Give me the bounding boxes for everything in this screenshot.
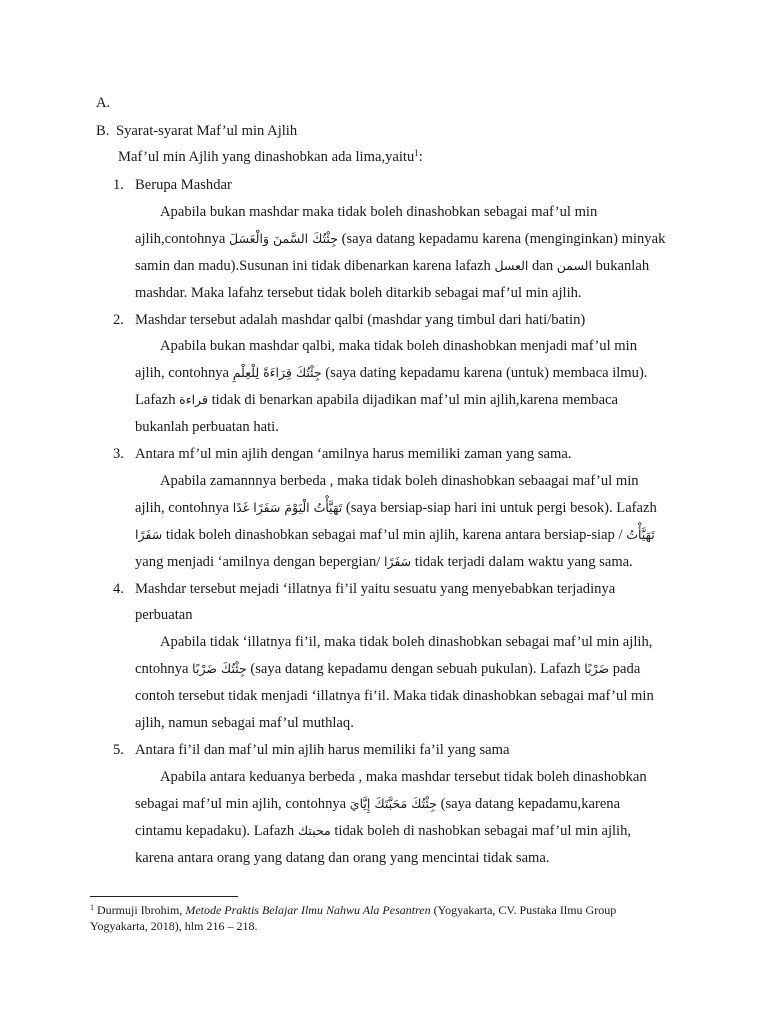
item-4-text-line	[135, 660, 640, 678]
section-b-heading	[96, 122, 298, 140]
footnote-line-1	[90, 903, 616, 918]
arabic-phrase: قراءة	[179, 392, 208, 407]
item-heading-5: Antara fi’il dan maf’ul min ajlih harus memiliki fa’il yang sama	[135, 742, 510, 758]
item-3-text-line	[160, 472, 639, 490]
text-segment: tidak boleh dinashobkan sebagai maf’ul min ajlih, karena antara bersiap-siap /	[162, 527, 627, 543]
item-heading-2: Mashdar tersebut adalah mashdar qalbi (mashdar yang timbul dari hati/batin)	[135, 312, 586, 328]
text-segment: tidak di benarkan apabila dijadikan maf’ul min ajlih,karena membaca	[207, 392, 619, 408]
item-1-text-line	[135, 230, 665, 248]
footnote-line-2: Yogyakarta, 2018), hlm 216 – 218.	[90, 919, 258, 933]
text-segment: ajlih, contohnya	[135, 500, 233, 516]
intro-end: :	[418, 149, 423, 165]
text-segment: tidak terjadi dalam waktu yang sama.	[411, 554, 633, 570]
text-segment: yang menjadi ‘amilnya dengan bepergian/	[135, 554, 384, 570]
item-3-text-line	[135, 526, 655, 544]
text-segment: Apabila bukan mashdar maka tidak boleh dinashobkan sebagai maf’ul min	[160, 204, 598, 220]
text-segment: Apabila bukan mashdar qalbi, maka tidak boleh dinashobkan menjadi maf’ul min	[160, 338, 638, 354]
text-segment: dan	[528, 258, 557, 274]
item-heading-1: Berupa Mashdar	[135, 177, 232, 193]
text-segment: Apabila antara keduanya berbeda , maka mashdar tersebut tidak boleh dinashobkan	[160, 769, 647, 785]
footnote-number: 1	[90, 903, 94, 912]
item-2-text-line	[135, 418, 279, 436]
item-number-5: 5.	[113, 742, 124, 758]
item-2-text-line	[135, 391, 618, 409]
text-segment: cntohnya	[135, 661, 193, 677]
item-number-3: 3.	[113, 446, 124, 462]
item-number-2: 2.	[113, 312, 124, 328]
arabic-phrase: سَفَرًا	[135, 527, 163, 542]
item-5-text-line	[160, 768, 647, 786]
text-segment: contoh tersebut tidak menjadi ‘illatnya fi’il. Maka tidak dinashobkan sebagai maf’ul min	[135, 688, 654, 704]
text-segment: Apabila zamannnya berbeda , maka tidak boleh dinashobkan sebaagai maf’ul min	[160, 473, 639, 489]
arabic-phrase: جِئْتُكَ مَحَبَّتَكَ إِيَّايَ	[349, 796, 437, 811]
text-segment: (saya dating kepadamu karena (untuk) membaca ilmu).	[321, 365, 648, 381]
footnote-publisher: (Yogyakarta, CV. Pustaka Ilmu Group	[430, 903, 617, 917]
intro-sentence	[118, 148, 423, 166]
arabic-phrase: تَهَيَّأْتُ الْيَوْمَ سَفَرًا غَدًا	[232, 500, 343, 515]
item-2-text-line	[135, 364, 647, 382]
item-number-4: 4.	[113, 581, 124, 597]
section-a-label: A.	[96, 95, 111, 111]
text-segment: ajlih, namun sebagai maf’ul muthlaq.	[135, 715, 354, 731]
arabic-phrase: جِئْتُكَ السَّمنَ وَالْعَسَلَ	[229, 231, 338, 246]
section-b-title: Syarat-syarat Maf’ul min Ajlih	[116, 123, 298, 139]
arabic-phrase: جِئْتُكَ ضَرْبًا	[192, 661, 247, 676]
text-segment: bukanlah	[591, 258, 650, 274]
section-b-marker: B.	[96, 123, 110, 139]
arabic-phrase: ضَرْبًا	[584, 661, 610, 676]
item-1-text-line	[135, 284, 582, 302]
arabic-phrase: محبتك	[297, 823, 331, 838]
text-segment: bukanlah perbuatan hati.	[135, 419, 279, 435]
item-4-text-line	[160, 633, 652, 651]
text-segment: (saya bersiap-siap hari ini untuk pergi besok). Lafazh	[342, 500, 657, 516]
footnote-ref: 1	[414, 148, 419, 158]
item-1-text-line	[135, 257, 649, 275]
item-4-text-line	[135, 714, 354, 732]
text-segment: ajlih, contohnya	[135, 365, 233, 381]
item-5-text-line	[135, 795, 620, 813]
text-segment: karena antara orang yang datang dan orang yang mencintai tidak sama.	[135, 850, 550, 866]
item-4-text-line	[135, 687, 654, 705]
text-segment: (saya datang kepadamu,karena	[436, 796, 621, 812]
item-3-text-line	[135, 553, 633, 571]
text-segment: Apabila tidak ‘illatnya fi’il, maka tidak boleh dinashobkan sebagai maf’ul min ajlih,	[160, 634, 653, 650]
arabic-phrase: تَهَيَّأْتُ	[626, 527, 655, 542]
footnote-book-title: Metode Praktis Belajar Ilmu Nahwu Ala Pesantren	[185, 903, 431, 917]
text-segment: (saya datang kepadamu dengan sebuah pukulan). Lafazh	[246, 661, 585, 677]
text-segment: (saya datang kepadamu karena (menginginkan) minyak	[337, 231, 666, 247]
text-segment: Lafazh	[135, 392, 180, 408]
text-segment: mashdar. Maka lafahz tersebut tidak boleh ditarkib sebagai maf’ul min ajlih.	[135, 285, 582, 301]
arabic-phrase: جِئْتُكَ قِرَاءَةً لِلْعِلْمِ	[232, 365, 322, 380]
text-segment: tidak boleh di nashobkan sebagai maf’ul min ajlih,	[330, 823, 632, 839]
text-segment: pada	[609, 661, 641, 677]
text-segment: cintamu kepadaku). Lafazh	[135, 823, 298, 839]
text-segment: samin dan madu).Susunan ini tidak dibenarkan karena lafazh	[135, 258, 495, 274]
item-heading-4: Mashdar tersebut mejadi ‘illatnya fi’il yaitu sesuatu yang menyebabkan terjadinya	[135, 581, 616, 597]
item-1-text-line	[160, 203, 597, 221]
text-segment: ajlih,contohnya	[135, 231, 230, 247]
footnote-divider	[90, 896, 238, 897]
intro-text: Maf’ul min Ajlih yang dinashobkan ada lima,yaitu	[118, 149, 415, 165]
item-number-1: 1.	[113, 177, 124, 193]
item-heading-3: Antara mf’ul min ajlih dengan ‘amilnya harus memiliki zaman yang sama.	[135, 446, 572, 462]
section-a-marker	[96, 94, 110, 112]
item-5-text-line	[135, 849, 550, 867]
item-2-text-line	[160, 337, 637, 355]
footnote-author: Durmuji Ibrohim,	[94, 903, 186, 917]
item-3-text-line	[135, 499, 657, 517]
arabic-phrase: العسل	[494, 258, 529, 273]
arabic-phrase: سَفَرًا	[383, 554, 412, 569]
text-segment: sebagai maf’ul min ajlih, contohnya	[135, 796, 350, 812]
item-5-text-line	[135, 822, 631, 840]
item-heading-4-cont: perbuatan	[135, 607, 193, 623]
arabic-phrase: السمن	[556, 258, 592, 273]
